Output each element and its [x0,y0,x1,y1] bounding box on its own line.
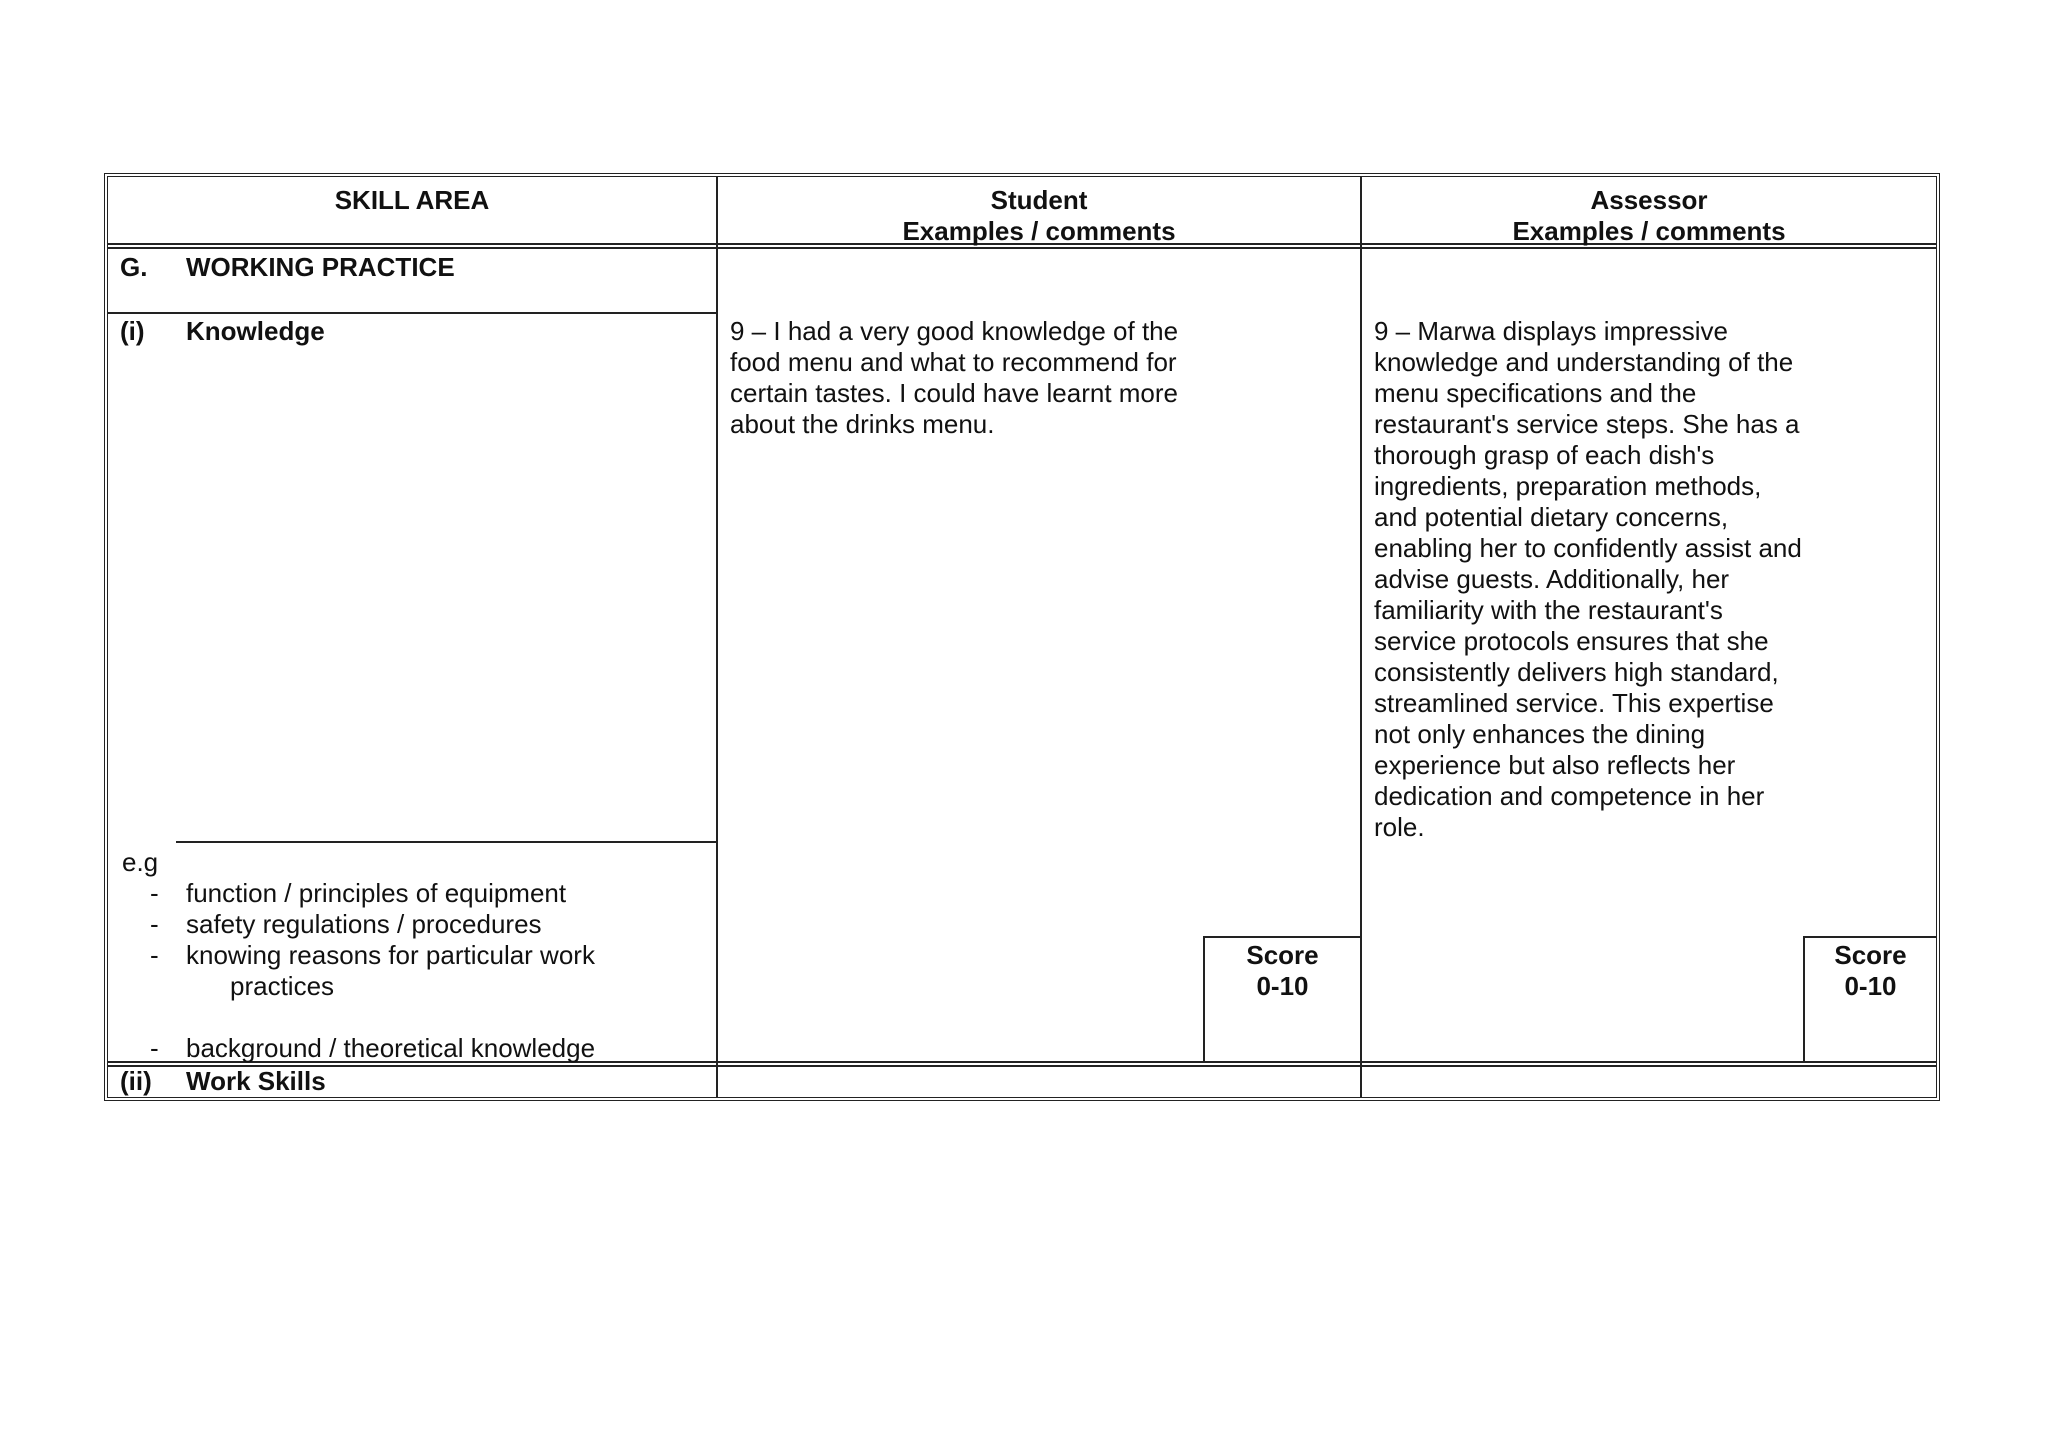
assessor-score-label: Score [1834,940,1907,970]
section-letter: G. [120,252,148,282]
assessment-table [104,173,1940,1101]
eg-divider [176,841,716,843]
assessor-header-title: Assessor [1590,185,1708,215]
section-divider [108,312,716,314]
bullet-marker: - [150,1033,159,1063]
assessor-header-subtitle: Examples / comments [1512,216,1786,246]
student-header-subtitle: Examples / comments [902,216,1176,246]
column-divider-1 [716,177,718,1097]
bullet-marker: - [150,940,159,970]
bullet-item: function / principles of equipment [186,878,567,908]
knowledge-title: Knowledge [186,316,325,346]
skill-area-header: SKILL AREA [334,185,490,215]
work-skills-number: (ii) [120,1066,152,1096]
work-skills-title: Work Skills [186,1066,326,1096]
section-title: WORKING PRACTICE [186,252,455,282]
knowledge-number: (i) [120,316,145,346]
eg-label: e.g [122,847,159,877]
bullet-item-continuation: practices [230,971,335,1001]
student-score-top-border [1203,936,1360,938]
assessor-score-top-border [1803,936,1936,938]
assessor-comment: 9 – Marwa displays impressive knowledge and understanding of the menu specifications and the restaurant's service steps. She has a thorough grasp of each dish's ingredients, preparation methods, and potential dietary concerns, enabling her to confidently assist and advise guests. Additionally, her familiarity with the restaurant's service protocols ensures that she consistently delivers high standard, streamlined service. This expertise not only enhances the dining experience but also reflects her dedication and competence in her role. [1374,316,1802,842]
student-header-title: Student [990,185,1088,215]
bullet-marker: - [150,909,159,939]
bullet-marker: - [150,878,159,908]
column-divider-2 [1360,177,1362,1097]
student-score-range: 0-10 [1256,971,1309,1001]
bullet-item: safety regulations / procedures [186,909,542,939]
student-score-label: Score [1246,940,1319,970]
assessor-score-range: 0-10 [1844,971,1897,1001]
student-comment: 9 – I had a very good knowledge of the food menu and what to recommend for certain tastes. I could have learnt more about the drinks menu. [730,316,1179,439]
bullet-item: background / theoretical knowledge [186,1033,596,1063]
bullet-item: knowing reasons for particular work [186,940,595,970]
